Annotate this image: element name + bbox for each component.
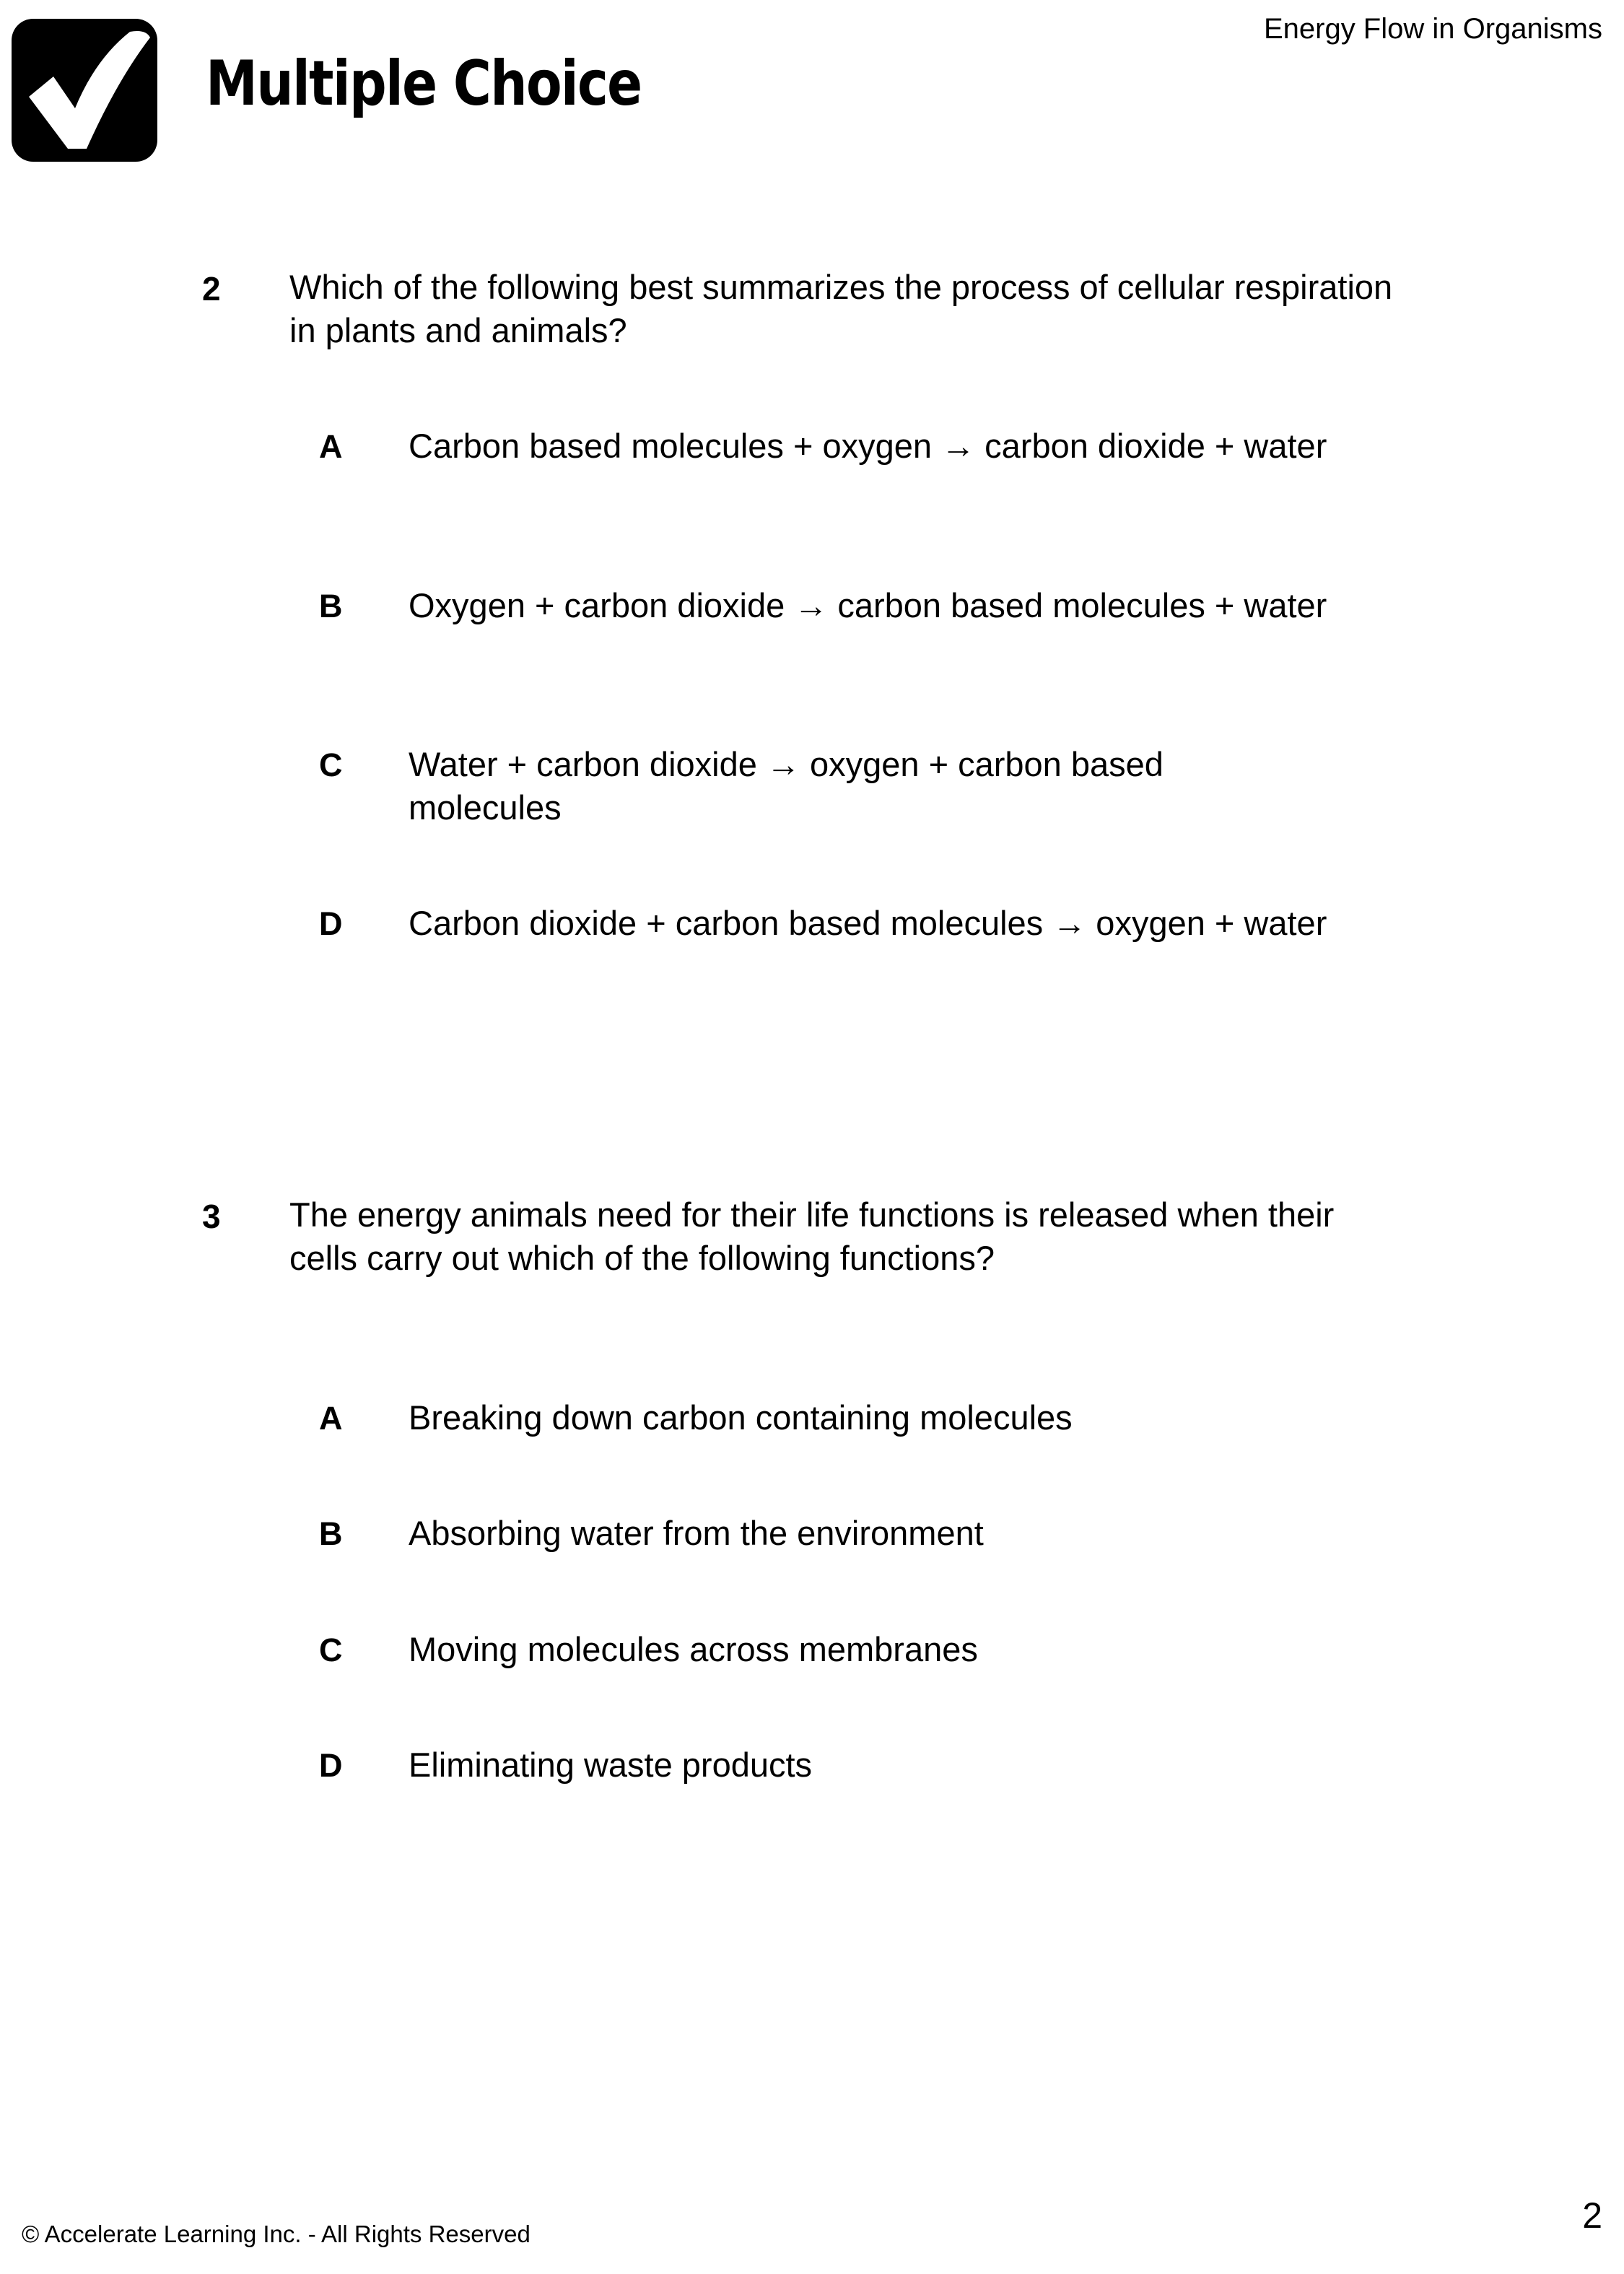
option-text: Carbon based molecules + oxygen → carbon dioxide + water xyxy=(409,427,1327,465)
option-letter: D xyxy=(319,905,343,942)
option-letter: C xyxy=(319,1632,343,1668)
option-text: Carbon dioxide + carbon based molecules → oxygen + water xyxy=(409,904,1327,942)
option-letter: D xyxy=(319,1747,343,1784)
option-letter: C xyxy=(319,746,343,783)
option-text: Water + carbon dioxide → oxygen + carbon based molecules xyxy=(409,745,1164,827)
option-text: Oxygen + carbon dioxide → carbon based molecules + water xyxy=(409,586,1327,624)
copyright-notice: © Accelerate Learning Inc. - All Rights Reserved xyxy=(22,2221,531,2247)
option-text: Breaking down carbon containing molecules xyxy=(409,1398,1073,1437)
subject-title: Energy Flow in Organisms xyxy=(1263,13,1602,45)
question-text: The energy animals need for their life functions is released when their cells carry out which of the following functions? xyxy=(289,1195,1335,1277)
option-letter: A xyxy=(319,428,343,465)
option-letter: B xyxy=(319,1515,343,1552)
question-text: Which of the following best summarizes the process of cellular respiration in plants and animals? xyxy=(289,268,1393,349)
option-text: Moving molecules across membranes xyxy=(409,1630,978,1668)
page-number: 2 xyxy=(1582,2195,1602,2236)
option-text: Absorbing water from the environment xyxy=(409,1514,984,1552)
checkmark-badge-icon xyxy=(9,16,160,165)
page-title: Multiple Choice xyxy=(206,48,642,120)
option-letter: B xyxy=(319,588,343,624)
option-letter: A xyxy=(319,1400,343,1437)
question-number: 2 xyxy=(202,270,221,308)
option-text: Eliminating waste products xyxy=(409,1746,813,1784)
question-number: 3 xyxy=(202,1198,221,1235)
